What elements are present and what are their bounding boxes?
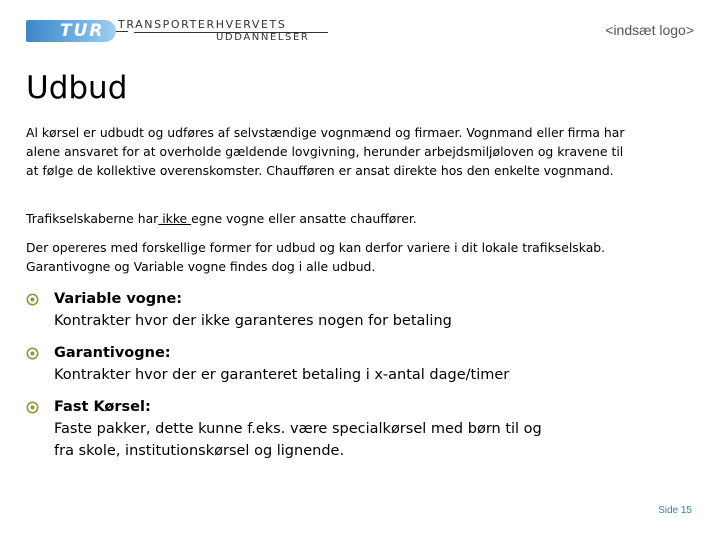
logo-divider (116, 31, 128, 32)
tur-logo (26, 18, 316, 44)
logo-line-1: TRANSPORTERHVERVETS (118, 18, 287, 31)
bullet-description: Kontrakter hvor der ikke garanteres nogen for betaling (54, 313, 452, 329)
paragraph-2-start: Trafikselskaberne har (26, 211, 159, 226)
bullet-item (26, 288, 566, 332)
logo-line-2: UDDANNELSER (216, 32, 310, 43)
bullet-item (26, 396, 566, 462)
slide-title: Udbud (26, 70, 128, 106)
logo-badge-text: TUR (60, 21, 105, 41)
paragraph-1: Al kørsel er udbudt og udføres af selvstændige vognmænd og firmaer. Vognmand eller firma har alene ansvaret for at overholde gældende lovgivning, herunder arbejdsmiljøloven og kravene til at følge de kollektive overenskomster. Chaufføren er ansat direkte hos den enkelte vognmand. (26, 125, 625, 178)
bullet-heading: Variable vogne: (54, 291, 183, 307)
paragraph-2 (26, 209, 636, 228)
paragraph-2-end: egne vogne eller ansatte chauffører. (191, 211, 417, 226)
bullet-heading: Garantivogne: (54, 345, 171, 361)
bullet-icon (26, 347, 39, 360)
bullet-heading: Fast Kørsel: (54, 399, 151, 415)
paragraph-2-emphasis: ikke (158, 211, 192, 226)
bullet-description: Faste pakker, dette kunne f.eks. være specialkørsel med børn til og fra skole, institutionskørsel og lignende. (54, 421, 542, 459)
slide-number: Side 15 (658, 505, 692, 516)
bullet-icon (26, 401, 39, 414)
logo-placeholder: <indsæt logo> (605, 22, 694, 38)
bullet-icon (26, 293, 39, 306)
logo-badge (26, 20, 116, 42)
bullet-item (26, 342, 566, 386)
bullet-description: Kontrakter hvor der er garanteret betaling i x-antal dage/timer (54, 367, 510, 383)
paragraph-3: Der opereres med forskellige former for udbud og kan derfor variere i dit lokale trafikselskab. Garantivogne og Variable vogne findes dog i alle udbud. (26, 240, 606, 274)
